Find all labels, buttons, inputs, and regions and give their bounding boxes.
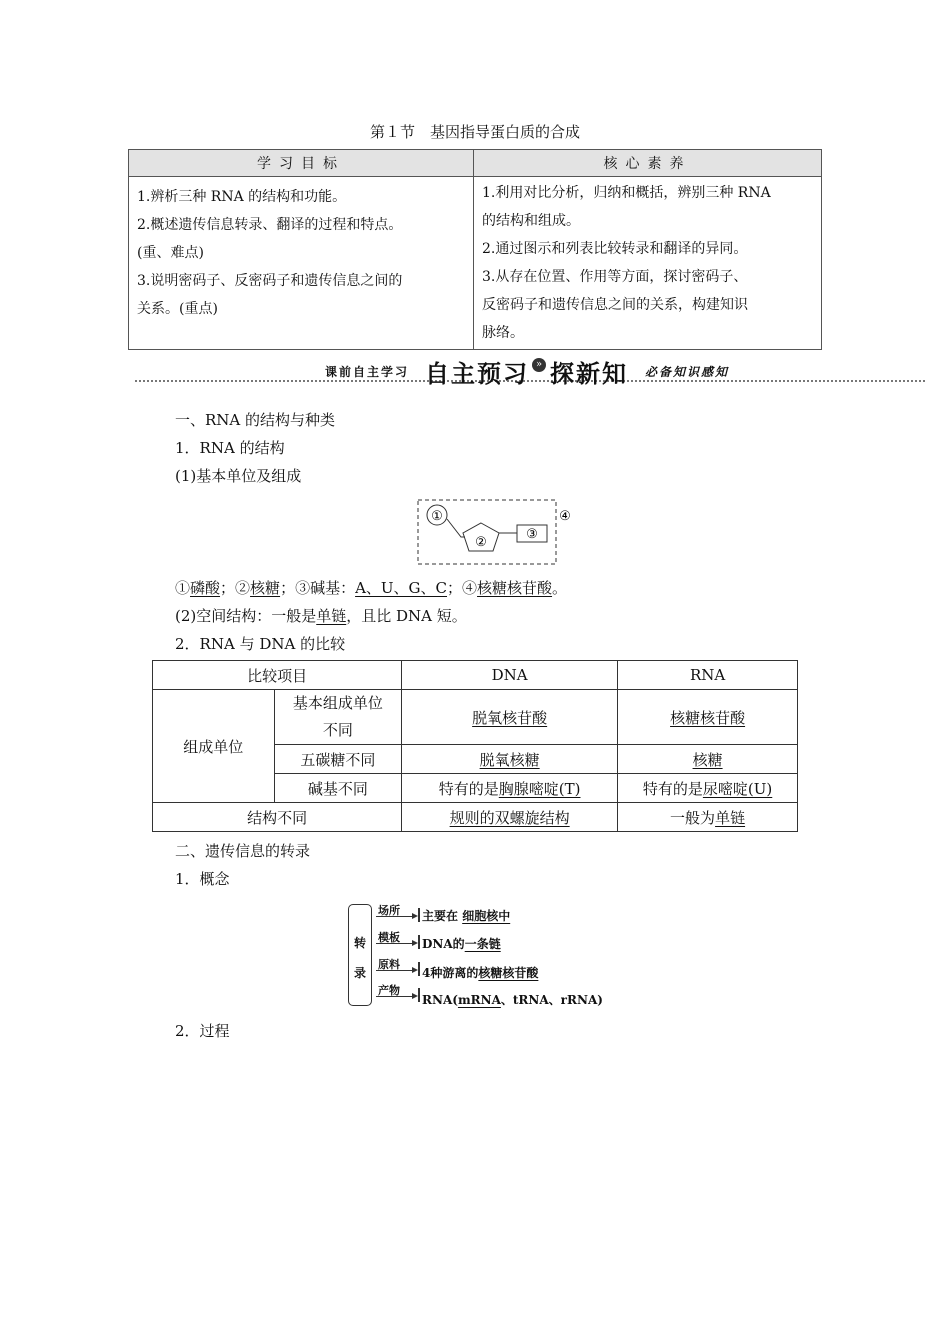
- text: RNA(: [422, 993, 458, 1007]
- cell: [402, 690, 618, 745]
- text: 一般为: [670, 808, 716, 827]
- section2-heading: 二、遗传信息的转录: [175, 842, 311, 860]
- goals-left-cell: [129, 177, 474, 350]
- item-value: [422, 991, 603, 1008]
- answer-ribose: 核糖: [250, 579, 281, 597]
- section1-sub1: 1．RNA 的结构: [175, 439, 285, 457]
- item-value: [422, 907, 510, 924]
- answer: 一条链: [464, 937, 501, 951]
- arrow-icon: [376, 943, 416, 944]
- cell: [618, 803, 798, 832]
- answer: 单链: [715, 808, 746, 827]
- answer-phosphate: 磷酸: [190, 579, 221, 597]
- text: 特有的是: [642, 779, 703, 798]
- text: ，且比 DNA 短。: [346, 607, 467, 625]
- component-answer-line: [175, 577, 567, 598]
- divider: [418, 935, 420, 949]
- banner-big-right: 探新知: [550, 360, 628, 388]
- item-label: 场所: [378, 904, 400, 917]
- goals-right-cell: [474, 177, 822, 350]
- nucleotide-diagram: [417, 499, 577, 567]
- goals-right-line: 的结构和组成。: [482, 213, 580, 229]
- row-label: [274, 690, 402, 745]
- page-title: 第１节 基因指导蛋白质的合成: [369, 123, 580, 141]
- label-4: ④: [559, 509, 571, 524]
- section1-sub1a: (1)基本单位及组成: [175, 467, 302, 485]
- answer-bases: A、U、G、C: [355, 579, 448, 597]
- divider: [418, 908, 420, 922]
- answer-nucleotide: 核糖核苷酸: [477, 579, 553, 597]
- answer-single-strand: 单链: [316, 607, 347, 625]
- answer: 胸腺嘧啶(T): [498, 779, 581, 798]
- label-2: ②: [475, 535, 487, 550]
- section-banner: [135, 354, 925, 388]
- group-label: 组成单位: [153, 690, 275, 803]
- text: 4种游离的: [422, 966, 479, 980]
- spatial-structure-line: [175, 605, 467, 626]
- text: (2)空间结构：一般是: [175, 607, 317, 625]
- answer: 脱氧核苷酸: [472, 708, 548, 727]
- text: DNA的: [422, 937, 465, 951]
- text: ；③碱基：: [280, 579, 356, 597]
- row-label-line: 不同: [322, 721, 353, 739]
- text: 、tRNA、rRNA): [500, 993, 603, 1007]
- cell: [618, 774, 798, 803]
- row-label-line: 基本组成单位: [292, 694, 383, 712]
- arrow-icon: [376, 916, 416, 917]
- goals-left-line: 3.说明密码子、反密码子和遗传信息之间的: [137, 273, 403, 289]
- goals-table: [128, 149, 822, 350]
- item-value: [422, 935, 501, 952]
- row-label: 五碳糖不同: [274, 745, 402, 774]
- row-label: 碱基不同: [274, 774, 402, 803]
- item-value: [422, 964, 538, 981]
- section1-sub2: 2．RNA 与 DNA 的比较: [175, 635, 346, 653]
- goals-left-line: (重、难点): [137, 245, 204, 261]
- answer: 核糖核苷酸: [478, 966, 539, 980]
- goals-right-line: 1.利用对比分析，归纳和概括，辨别三种 RNA: [482, 185, 771, 201]
- banner-big-left: 自主预习: [425, 360, 529, 388]
- divider: [418, 988, 420, 1002]
- transcription-char: 转: [354, 936, 367, 950]
- label-3: ③: [526, 527, 538, 542]
- answer: 脱氧核糖: [479, 750, 540, 769]
- item-label: 模板: [378, 931, 400, 944]
- cell: [402, 803, 618, 832]
- goals-left-line: 2.概述遗传信息转录、翻译的过程和特点。: [137, 217, 403, 233]
- transcription-concept-diagram: [348, 900, 603, 1008]
- transcription-bracket: [348, 904, 372, 1006]
- transcription-char: 录: [354, 966, 367, 980]
- goals-right-line: 脉络。: [482, 325, 524, 341]
- goals-left-line: 1.辨析三种 RNA 的结构和功能。: [137, 189, 347, 205]
- label-1: ①: [431, 509, 443, 524]
- text: 主要在: [422, 909, 463, 923]
- goals-header-right: 核心素养: [474, 150, 822, 177]
- phosphate-link: [447, 519, 465, 537]
- arrow-icon: [376, 996, 416, 997]
- text: ；④: [447, 579, 478, 597]
- banner-arrow-icon: »: [532, 358, 546, 372]
- item-label: 产物: [378, 984, 400, 997]
- banner-left-small: 课前自主学习: [325, 365, 410, 379]
- answer: mRNA: [457, 993, 501, 1007]
- text: ；②: [220, 579, 251, 597]
- header-item: 比较项目: [153, 661, 402, 690]
- arrow-icon: [376, 970, 416, 971]
- goals-right-line: 3.从存在位置、作用等方面，探讨密码子、: [482, 269, 748, 285]
- section2-sub2: 2．过程: [175, 1022, 230, 1040]
- cell: [618, 745, 798, 774]
- header-rna: RNA: [618, 661, 798, 690]
- cell: [618, 690, 798, 745]
- rna-dna-compare-table: [152, 660, 798, 832]
- item-label: 原料: [378, 958, 400, 971]
- row-label: 结构不同: [153, 803, 402, 832]
- answer: 细胞核中: [462, 909, 511, 923]
- goals-right-line: 2.通过图示和列表比较转录和翻译的异同。: [482, 241, 748, 257]
- text: 。: [552, 579, 568, 597]
- answer: 规则的双螺旋结构: [449, 808, 570, 827]
- goals-right-line: 反密码子和遗传信息之间的关系，构建知识: [482, 297, 748, 313]
- header-dna: DNA: [402, 661, 618, 690]
- divider: [418, 962, 420, 976]
- answer: 尿嘧啶(U): [702, 779, 773, 798]
- answer: 核糖: [692, 750, 723, 769]
- banner-right-small: 必备知识感知: [645, 365, 730, 379]
- text: 特有的是: [438, 779, 499, 798]
- goals-left-line: 关系。(重点): [137, 301, 218, 317]
- banner-divider: [135, 380, 925, 382]
- text: ①: [175, 579, 191, 597]
- section1-heading: 一、RNA 的结构与种类: [175, 411, 336, 429]
- cell: [402, 774, 618, 803]
- goals-header-left: 学习目标: [129, 150, 474, 177]
- answer: 核糖核苷酸: [670, 708, 746, 727]
- cell: [402, 745, 618, 774]
- section2-sub1: 1．概念: [175, 870, 230, 888]
